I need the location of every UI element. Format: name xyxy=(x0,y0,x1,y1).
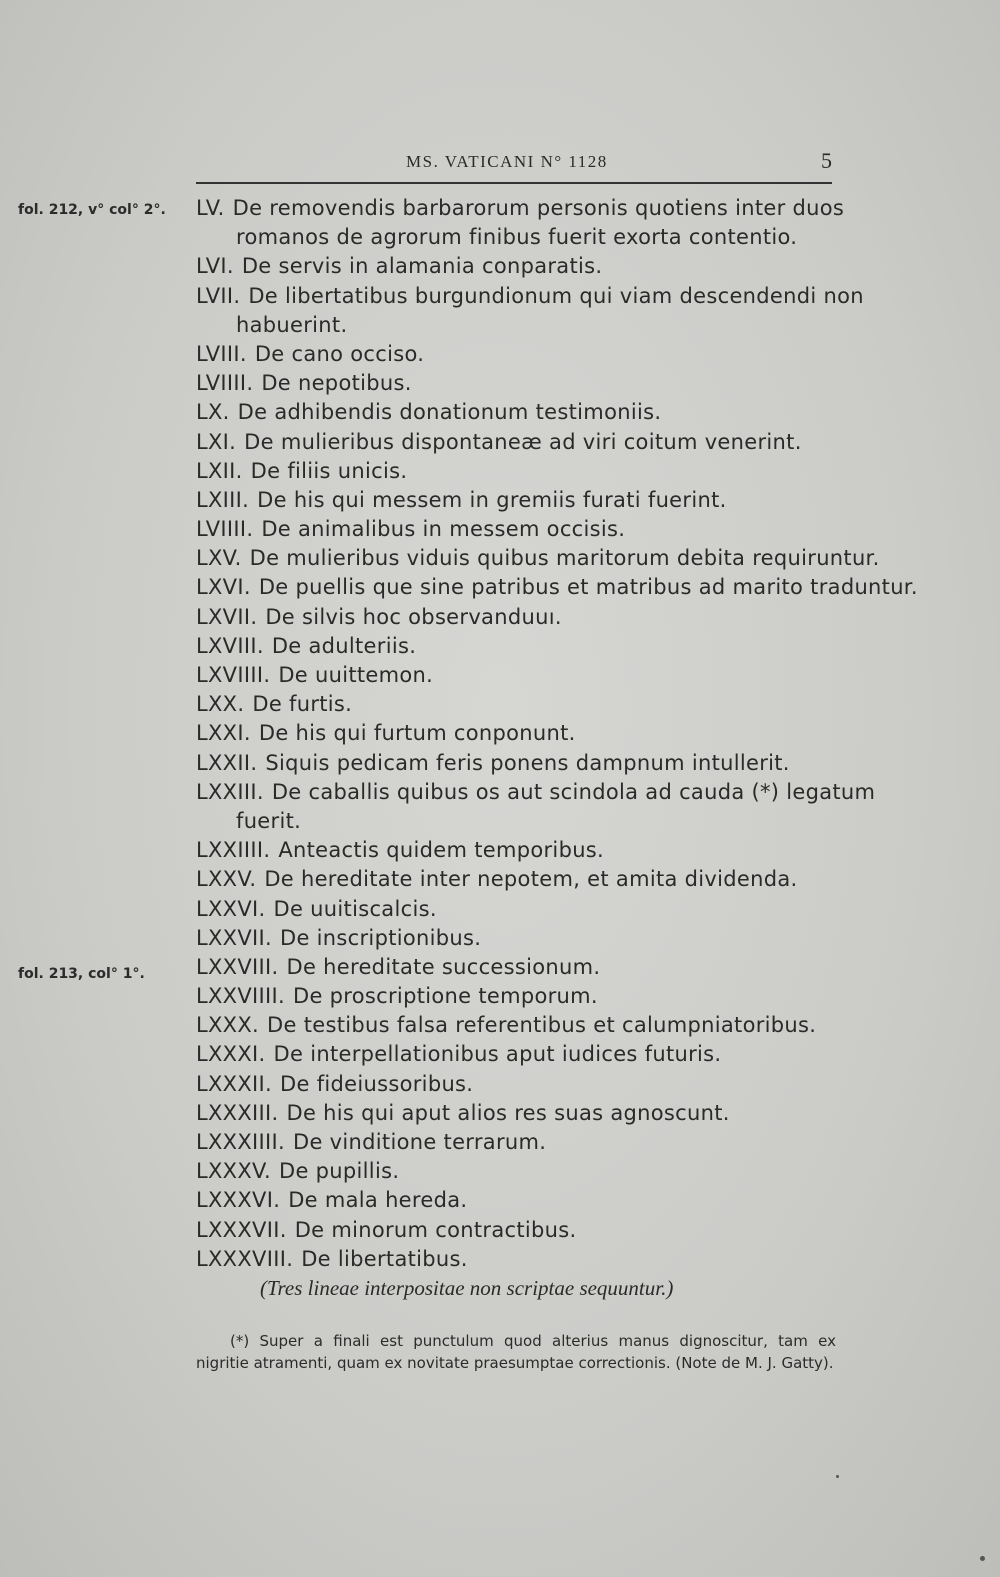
chapter-number: LXXXIIII. xyxy=(196,1130,286,1154)
chapter-title: De interpellationibus aput iudices futuris. xyxy=(273,1042,722,1067)
chapter-entry xyxy=(196,369,836,398)
chapter-title: Anteactis quidem temporibus. xyxy=(278,838,605,863)
paper-speck xyxy=(980,1556,985,1561)
chapter-entry xyxy=(196,1216,836,1245)
chapter-entry xyxy=(196,895,836,924)
chapter-number: LXVI. xyxy=(196,575,251,600)
chapter-entry xyxy=(196,1011,836,1040)
chapter-entry xyxy=(196,340,836,369)
chapter-entry xyxy=(196,398,836,427)
chapter-title: De his qui furtum conponunt. xyxy=(258,721,576,746)
chapter-number: LXXXI. xyxy=(196,1042,266,1067)
chapter-entry xyxy=(196,778,876,807)
chapter-title: De hereditate inter nepotem, et amita dividenda. xyxy=(264,867,798,892)
chapter-number: LXXX. xyxy=(196,1013,260,1038)
running-title: MS. VATICANI N° 1128 xyxy=(406,152,608,171)
chapter-number: LXVIIII. xyxy=(196,663,271,687)
chapter-title: De caballis quibus os aut scindola ad cauda (*) legatum xyxy=(271,779,876,804)
chapter-title: Siquis pedicam feris ponens dampnum intullerit. xyxy=(265,750,790,775)
margin-note-fol-212: fol. 212, v° col° 2°. xyxy=(18,202,166,218)
chapter-entry xyxy=(196,953,836,982)
chapter-title: romanos de agrorum finibus fuerit exorta contentio. xyxy=(236,225,798,250)
chapter-number: LVIII. xyxy=(196,341,247,366)
chapter-number: LXXXIII. xyxy=(196,1100,279,1125)
margin-note-fol-213: fol. 213, col° 1°. xyxy=(18,966,145,982)
chapter-number: LXII. xyxy=(196,458,243,483)
chapter-entry xyxy=(196,1157,836,1186)
chapter-number: LXVIII. xyxy=(196,633,264,658)
chapter-number: LXXXVII. xyxy=(196,1217,287,1242)
chapter-number: LXV. xyxy=(196,546,242,571)
chapter-title: De cano occiso. xyxy=(254,341,425,366)
running-head xyxy=(196,148,832,182)
chapter-entry xyxy=(196,252,836,281)
chapter-entry xyxy=(196,1070,836,1099)
chapter-entry xyxy=(196,865,836,894)
chapter-title: De libertatibus burgundionum qui viam descendendi non xyxy=(248,283,864,308)
chapter-number: LXXIII. xyxy=(196,779,264,804)
chapter-entry xyxy=(196,486,836,515)
chapter-number: LVIIII. xyxy=(196,517,254,542)
chapter-title: De mulieribus dispontaneæ ad viri coitum venerint. xyxy=(244,429,802,454)
chapter-number: LXXVI. xyxy=(196,896,266,921)
chapter-title: habuerint. xyxy=(236,312,348,337)
chapter-entry xyxy=(196,924,836,953)
chapter-number: LVII. xyxy=(196,283,241,308)
paper-speck xyxy=(836,1475,839,1478)
chapter-number: LV. xyxy=(196,196,225,220)
chapter-entry xyxy=(196,515,836,544)
chapter-title: De his qui messem in gremiis furati fuerint. xyxy=(257,487,727,512)
chapter-title: De servis in alamania conparatis. xyxy=(241,254,603,279)
chapter-entry xyxy=(196,749,836,778)
chapter-title: De proscriptione temporum. xyxy=(293,984,598,1009)
chapter-entry xyxy=(196,1128,836,1157)
chapter-entry xyxy=(196,1099,836,1128)
chapter-entry-continuation xyxy=(196,807,836,836)
chapter-entry xyxy=(196,1040,836,1069)
closing-note: (Tres lineae interpositae non scriptae sequuntur.) xyxy=(260,1276,674,1300)
chapter-entry xyxy=(196,690,836,719)
chapter-number: LX. xyxy=(196,400,230,425)
header-rule xyxy=(196,182,832,184)
chapter-entry xyxy=(196,194,845,223)
chapter-entry xyxy=(196,1245,836,1274)
footnote-line-2: nigritie atramenti, quam ex novitate praesumptae correctionis. (Note de M. J. Gatty). xyxy=(196,1354,834,1372)
chapter-title: De his qui aput alios res suas agnoscunt. xyxy=(286,1100,730,1125)
chapter-title: De minorum contractibus. xyxy=(294,1217,577,1242)
chapter-number: LXXXVIII. xyxy=(196,1246,294,1271)
chapter-number: LXIII. xyxy=(196,487,250,512)
chapter-number: LXXI. xyxy=(196,721,251,746)
chapter-entry xyxy=(196,1186,836,1215)
chapter-number: LXXVIIII. xyxy=(196,984,285,1009)
chapter-number: LXX. xyxy=(196,692,245,717)
chapter-title: De filiis unicis. xyxy=(250,458,408,483)
chapter-title: De nepotibus. xyxy=(261,371,412,396)
chapter-title: De silvis hoc observanduuı. xyxy=(265,604,562,629)
chapter-title: De testibus falsa referentibus et calumpniatoribus. xyxy=(267,1013,817,1038)
chapter-title: De removendis barbarorum personis quotiens inter duos xyxy=(232,196,845,220)
chapter-number: LXXXV. xyxy=(196,1159,271,1184)
chapter-number: LXI. xyxy=(196,429,237,454)
chapter-entry xyxy=(196,661,836,690)
chapter-title: De uuittemon. xyxy=(278,663,434,687)
chapter-title: De libertatibus. xyxy=(301,1246,468,1271)
chapter-number: LXXVII. xyxy=(196,925,272,950)
chapter-entry xyxy=(196,836,836,865)
chapter-title: De mala hereda. xyxy=(288,1188,468,1213)
chapter-number: LXVII. xyxy=(196,604,258,629)
chapter-title: De furtis. xyxy=(252,692,353,717)
footnote xyxy=(196,1330,836,1374)
chapter-entry-continuation xyxy=(196,223,836,252)
chapter-entry xyxy=(196,982,836,1011)
chapter-title: De puellis que sine patribus et matribus ad marito traduntur. xyxy=(258,575,918,600)
footnote-line-1: (*) Super a finali est punctulum quod alterius manus dignoscitur, tam ex xyxy=(230,1332,836,1350)
chapter-entry xyxy=(196,632,836,661)
chapter-list xyxy=(196,194,918,1274)
chapter-number: LVIIII. xyxy=(196,371,254,396)
chapter-number: LXXII. xyxy=(196,750,258,775)
chapter-title: De adhibendis donationum testimoniis. xyxy=(237,400,662,425)
chapter-title: De pupillis. xyxy=(279,1159,400,1184)
chapter-number: LXXIIII. xyxy=(196,838,271,863)
chapter-title: fuerit. xyxy=(236,808,302,833)
chapter-title: De inscriptionibus. xyxy=(280,925,482,950)
page-number: 5 xyxy=(821,148,832,173)
chapter-number: LVI. xyxy=(196,254,234,279)
chapter-number: LXXV. xyxy=(196,867,257,892)
chapter-entry xyxy=(196,573,918,602)
chapter-entry-continuation xyxy=(196,311,836,340)
chapter-entry xyxy=(196,719,836,748)
chapter-entry xyxy=(196,428,836,457)
chapter-entry xyxy=(196,544,880,573)
chapter-entry xyxy=(196,282,864,311)
chapter-title: De animalibus in messem occisis. xyxy=(261,517,626,542)
chapter-title: De fideiussoribus. xyxy=(280,1071,474,1096)
chapter-entry xyxy=(196,603,836,632)
chapter-title: De adulteriis. xyxy=(271,633,417,658)
chapter-title: De uuitiscalcis. xyxy=(273,896,437,921)
chapter-number: LXXXII. xyxy=(196,1071,273,1096)
chapter-title: De vinditione terrarum. xyxy=(293,1130,547,1154)
chapter-number: LXXXVI. xyxy=(196,1188,281,1213)
chapter-title: De mulieribus viduis quibus maritorum debita requiruntur. xyxy=(249,546,880,571)
chapter-entry xyxy=(196,457,836,486)
chapter-number: LXXVIII. xyxy=(196,954,279,979)
chapter-title: De hereditate successionum. xyxy=(286,954,601,979)
